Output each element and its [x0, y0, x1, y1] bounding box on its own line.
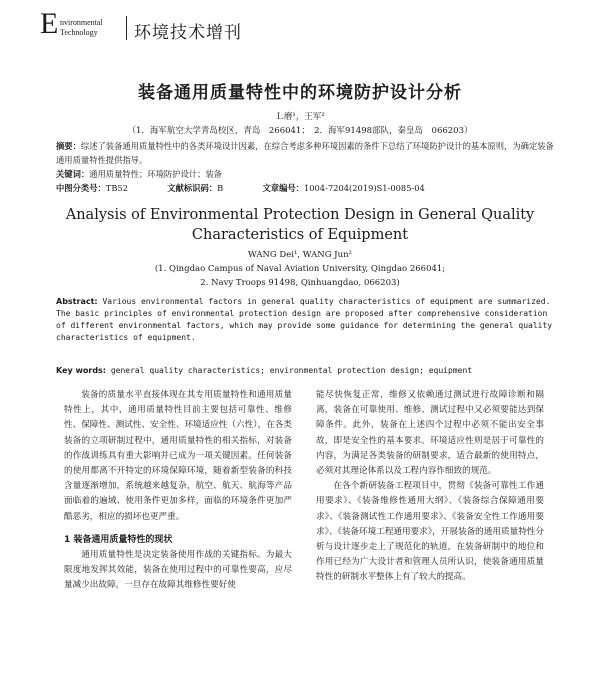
- abstract-cn-label: 摘要：: [56, 141, 81, 151]
- abstract-cn-text: 综述了装备通用质量特性中的各类环境设计因素，在综合考虑多种环境因素的条件下总结了环境防护设计的基本原则，为确定装备通用质量特性提供指导。: [56, 141, 554, 165]
- affiliation-english-1: (1. Qingdao Campus of Naval Aviation University, Qingdao 266041;: [154, 264, 446, 274]
- body-paragraph: 通用质量特性是决定装备使用作战的关键指标。为最大限度地发挥其效能，装备在使用过程中的可靠性要高，应尽量减少出故障，一旦存在故障其维修性要好使: [64, 550, 292, 591]
- header-divider: [126, 16, 127, 40]
- abstract-en-text: Various environmental factors in general quality characteristics of equipment are summarized. The basic principles of environmental protection design are proposed after comprehensive consideration of different environmental factors, which may provide some guidance for determining the general quality characteristics of equipment.: [56, 297, 553, 342]
- journal-logo-words: [60, 18, 103, 38]
- journal-name: 环境技术增刊: [134, 23, 242, 43]
- article-no-label: 文章编号：: [262, 183, 304, 193]
- clc-value: TB52: [105, 183, 128, 193]
- authors-chinese: Ｌ磨¹，王军²: [275, 112, 325, 122]
- body-paragraph: 能尽快恢复正常，维修又依赖通过测试进行故障诊断和隔离，装备在可靠使用、维修、测试过程中又必须要能达到保障条件。此外，装备在上述四个过程中必须不能出安全事故，即是安全性的基本要求。环境适应性则是居于可靠性的内容，为满足各类装备的研制要求，适合最新的使用特点，必须对其理论体系以及工程内容作细致的规范。: [316, 390, 544, 477]
- clc-label: 中图分类号：: [56, 183, 106, 193]
- abstract-en-label: Abstract:: [56, 297, 98, 306]
- keywords-chinese: [56, 168, 556, 182]
- affiliation-chinese: （1．海军航空大学青岛校区，青岛 266041； 2．海军91498部队，秦皇岛 066203）: [127, 126, 473, 136]
- title-english: Analysis of Environmental Protection Design in General Quality Characteristics of Equipment: [65, 207, 535, 243]
- abstract-english: [56, 296, 556, 344]
- journal-logo-letter: E: [40, 7, 59, 40]
- body-column-right: [316, 388, 544, 586]
- journal-header: [40, 7, 560, 43]
- authors-english: WANG Dei¹, WANG Jun²: [248, 250, 352, 260]
- affiliation-english-2: 2. Navy Troops 91498, Qinhuangdao, 066203): [200, 278, 400, 288]
- logo-line-1: nvironmental: [60, 18, 103, 27]
- article-no-value: 1004-7204(2019)S1-0085-04: [303, 183, 425, 193]
- abstract-chinese: [56, 140, 556, 167]
- section-heading-1: 1 装备通用质量特性的现状: [64, 534, 173, 545]
- body-paragraph: 装备的质量水平直接体现在其专用质量特性和通用质量特性上，其中，通用质量特性目前主要包括可靠性、维修性、保障性、测试性、安全性、环境适应性（六性），在各类装备的立项研制过程中，通用质量特性的相关指标，对装备的作战训练具有重大影响并已成为一项关键因素。任何装备的使用都离不开特定的环境保障环境，随着新型装备的科技含量逐渐增加，系统越来越复杂，航空、航天、航海等产品面临着的遍域、使用条件更加多样，面临的环境条件更加严酷恶劣，相应的损坏也更严重。: [64, 390, 292, 522]
- body-paragraph: 在各个新研装备工程项目中，贯彻《装备可靠性工作通用要求》、《装备维修性通用大纲》、《装备综合保障通用要求》、《装备测试性工作通用要求》、《装备安全性工作通用要求》、《装备环境工程通用要求》，开展装备的通用质量特性分析与设计逐步走上了规范化的轨道，在装备研制中的地位和作用已经为广大设计者和管理人员所认识，使装备通用质量特性的研制水平整体上有了较大的提高。: [316, 481, 544, 583]
- body-column-left: [64, 388, 292, 594]
- title-chinese: 装备通用质量特性中的环境防护设计分析: [138, 83, 462, 103]
- keywords-en-text: general quality characteristics; environmental protection design; equipment: [110, 366, 473, 375]
- doc-code-label: 文献标识码：: [167, 183, 218, 193]
- keywords-english: [56, 366, 556, 375]
- keywords-cn-label: 关键词：: [56, 169, 90, 179]
- keywords-cn-text: 通用质量特性；环境防护设计；装备: [89, 169, 222, 179]
- classification-row: [56, 182, 556, 196]
- logo-line-2: Technology: [60, 28, 98, 37]
- keywords-en-label: Key words:: [56, 366, 107, 375]
- doc-code-value: B: [217, 183, 224, 193]
